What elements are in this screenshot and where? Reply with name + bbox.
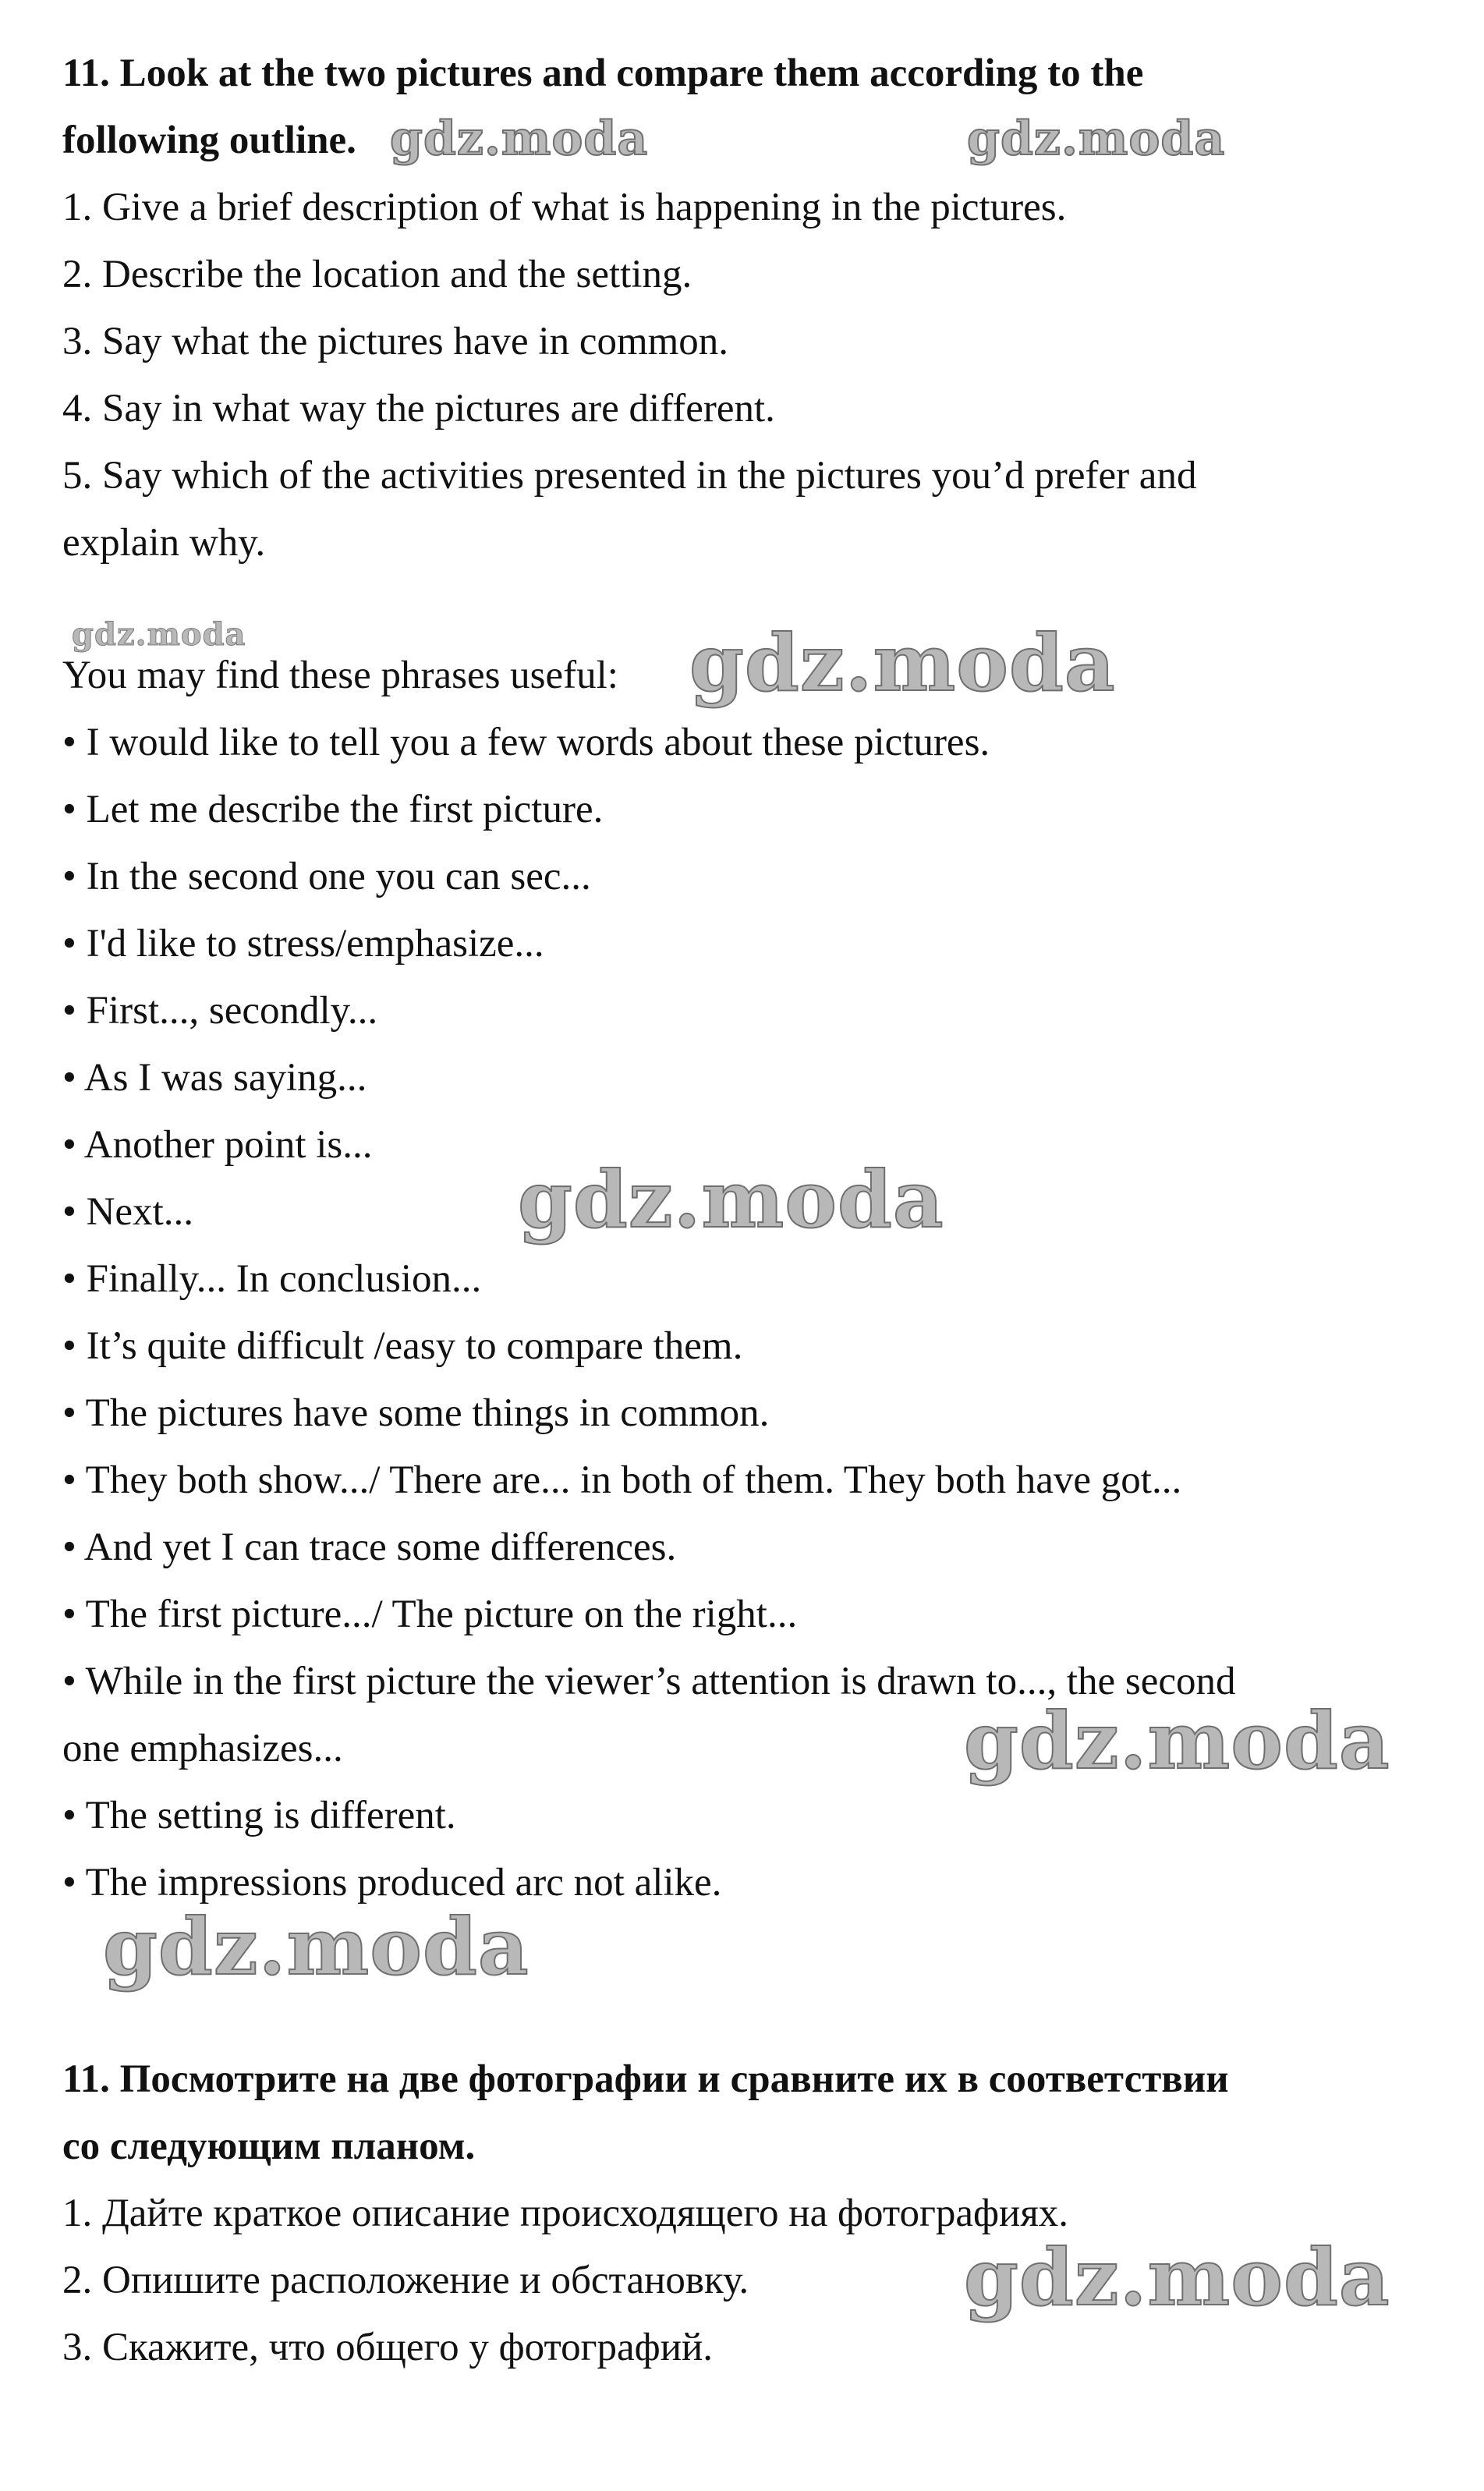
phrase-line: • First..., secondly... [62,989,378,1033]
phrase-line-continued: one emphasizes... [62,1727,343,1770]
phrase-line: • In the second one you can sec... [62,855,591,898]
task-title-ru-line2: со следующим планом. [62,2124,476,2168]
watermark-logo: gdz.moda [964,2231,1390,2323]
task-title-en-line2: following outline. [62,119,356,162]
phrase-line: • And yet I can trace some differences. [62,1525,677,1569]
watermark-logo: gdz.moda [689,617,1116,709]
watermark-logo: gdz.moda [518,1153,944,1246]
phrase-line: • The first picture.../ The picture on the right... [62,1593,798,1636]
phrase-line: • The setting is different. [62,1794,456,1837]
outline-item-4: 4. Say in what way the pictures are different. [62,387,775,431]
task-title-ru-line1: 11. Посмотрите на две фотографии и сравните их в соответствии [62,2057,1229,2101]
phrase-line: • Let me describe the first picture. [62,788,604,831]
plan-item-ru-1: 1. Дайте краткое описание происходящего на фотографиях. [62,2192,1069,2235]
outline-item-1: 1. Give a brief description of what is happening in the pictures. [62,186,1067,229]
phrase-line: • The impressions produced arc not alike. [62,1861,722,1905]
watermark-logo: gdz.moda [72,616,246,653]
task-title-en-line1: 11. Look at the two pictures and compare them according to the [62,51,1144,95]
phrase-line: • It’s quite difficult /easy to compare them. [62,1324,743,1368]
phrase-line: • I would like to tell you a few words about these pictures. [62,721,990,764]
phrase-line: • They both show.../ There are... in both of them. They both have got... [62,1458,1182,1502]
outline-item-2: 2. Describe the location and the setting. [62,253,692,296]
watermark-logo: gdz.moda [390,112,649,166]
outline-item-5: 5. Say which of the activities presented in the pictures you’d prefer and [62,454,1197,498]
outline-item-3: 3. Say what the pictures have in common. [62,320,729,363]
phrases-intro: You may find these phrases useful: [62,654,618,697]
phrase-line: • Next... [62,1190,193,1234]
watermark-logo: gdz.moda [964,1695,1390,1787]
watermark-logo: gdz.moda [967,112,1226,166]
phrase-line: • The pictures have some things in common. [62,1391,770,1435]
phrase-line: • Another point is... [62,1123,373,1167]
phrase-line: • While in the first picture the viewer’s attention is drawn to..., the second [62,1660,1236,1703]
phrase-line: • I'd like to stress/emphasize... [62,922,544,966]
plan-item-ru-3: 3. Скажите, что общего у фотографий. [62,2326,714,2369]
outline-item-5-continued: explain why. [62,521,266,565]
plan-item-ru-2: 2. Опишите расположение и обстановку. [62,2259,749,2302]
phrase-line: • Finally... In conclusion... [62,1257,482,1301]
phrase-line: • As I was saying... [62,1056,367,1100]
watermark-logo: gdz.moda [103,1901,529,1993]
